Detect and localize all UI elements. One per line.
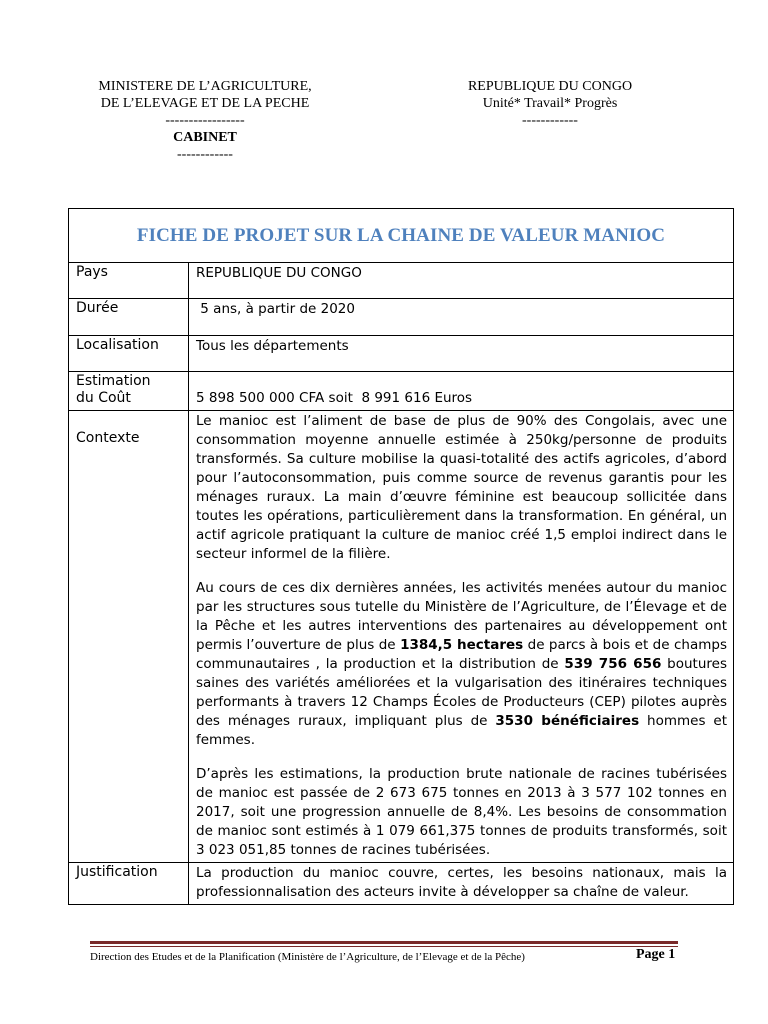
contexte-p2-boutures: 539 756 656 [564, 656, 662, 672]
republic-separator: ------------ [522, 113, 578, 128]
contexte-paragraph-3: D’après les estimations, la production brute nationale de racines tubérisées de manioc est passée de 2 673 675 tonnes en 2013 à 3 577 102 tonnes en 2017, soit une progression annuelle de 8,4%. Les besoins de consommation de manioc sont estimés à 1 079 661,375 tonnes de produits transformés, soit 3 023 051,85 tonnes de racines tubérisées. [196, 766, 727, 858]
label-localisation: Localisation [69, 336, 189, 371]
footer-rule-thin [90, 946, 678, 947]
ministry-line2: DE L’ELEVAGE ET DE LA PECHE [100, 96, 310, 111]
label-pays: Pays [69, 263, 189, 298]
contexte-p2-hectares: 1384,5 hectares [400, 637, 524, 653]
table-title-row [69, 209, 733, 263]
value-pays: REPUBLIQUE DU CONGO [196, 265, 362, 281]
label-cout-line2: du Coût [76, 389, 131, 406]
footer-rule-thick [90, 941, 678, 944]
contexte-paragraph-1: Le manioc est l’aliment de base de plus de 90% des Congolais, avec une consommation moyenne annuelle estimée à 250kg/personne de produits transformés. Sa culture mobilise la quasi-totalité des actifs agricoles, d’abord pour l’autoconsommation, puis comme source de revenus garantis pour les ménages ruraux. La main d’œuvre féminine est beaucoup sollicitée dans toutes les opérations, particulièrement dans la transformation. En général, un actif agricole pratiquant la culture de manioc créé 1,5 emploi indirect dans le secteur informel de la filière. [196, 413, 727, 562]
contexte-p2-beneficiaires: 3530 bénéficiaires [495, 713, 640, 729]
label-cout [69, 372, 189, 410]
row-justification [69, 863, 733, 904]
row-localisation [69, 336, 733, 372]
value-localisation: Tous les départements [196, 338, 349, 354]
contexte-paragraph-2 [196, 579, 727, 750]
ministry-line1: MINISTERE DE L’AGRICULTURE, [98, 79, 312, 94]
row-pays [69, 263, 733, 299]
footer-text: Direction des Etudes et de la Planification (Ministère de l’Agriculture, de l’Elevage et de la Pêche) [90, 951, 525, 963]
contexte-p2-text-e: boutures saines des variétés améliorées et la vulgarisation des itinéraires techniques performants à travers 12 Champs Écoles de Producteurs (CEP) pilotes auprès des ménages ruraux, impliquant plus de [196, 656, 727, 729]
contexte-p2-text-c: de parcs à bois et de champs communautaires , la production et la distribution de [196, 637, 727, 672]
value-justification: La production du manioc couvre, certes, les besoins nationaux, mais la professionnalisation des acteurs invite à développer sa chaîne de valeur. [196, 865, 727, 900]
value-cout: 5 898 500 000 CFA soit 8 991 616 Euros [196, 390, 473, 406]
ministry-header [80, 78, 330, 163]
contexte-p2-text-g: hommes et femmes. [196, 713, 728, 748]
value-contexte [189, 411, 733, 862]
label-duree: Durée [69, 299, 189, 335]
contexte-p2-text-a: Au cours de ces dix dernières années, les activités menées autour du manioc par les structures sous tutelle du Ministère de l’Agriculture, de l’Élevage et de la Pêche et les autres interventions des partenaires au développement ont permis l’ouverture de plus de [196, 580, 727, 653]
row-cout [69, 372, 733, 411]
row-contexte [69, 411, 733, 863]
label-cout-line1: Estimation [76, 373, 151, 389]
republic-name: REPUBLIQUE DU CONGO [467, 79, 633, 94]
project-sheet-table [68, 208, 734, 905]
republic-motto: Unité* Travail* Progrès [482, 96, 618, 111]
ministry-separator: ----------------- [165, 113, 245, 128]
label-contexte: Contexte [69, 411, 189, 862]
value-duree: 5 ans, à partir de 2020 [196, 301, 355, 317]
republic-header [440, 78, 660, 129]
page-number: Page 1 [636, 947, 676, 962]
page-title: FICHE DE PROJET SUR LA CHAINE DE VALEUR MANIOC [136, 224, 666, 246]
label-justification: Justification [69, 863, 189, 904]
cabinet-label: CABINET [173, 130, 237, 145]
row-duree [69, 299, 733, 336]
cabinet-separator: ------------ [177, 147, 233, 162]
